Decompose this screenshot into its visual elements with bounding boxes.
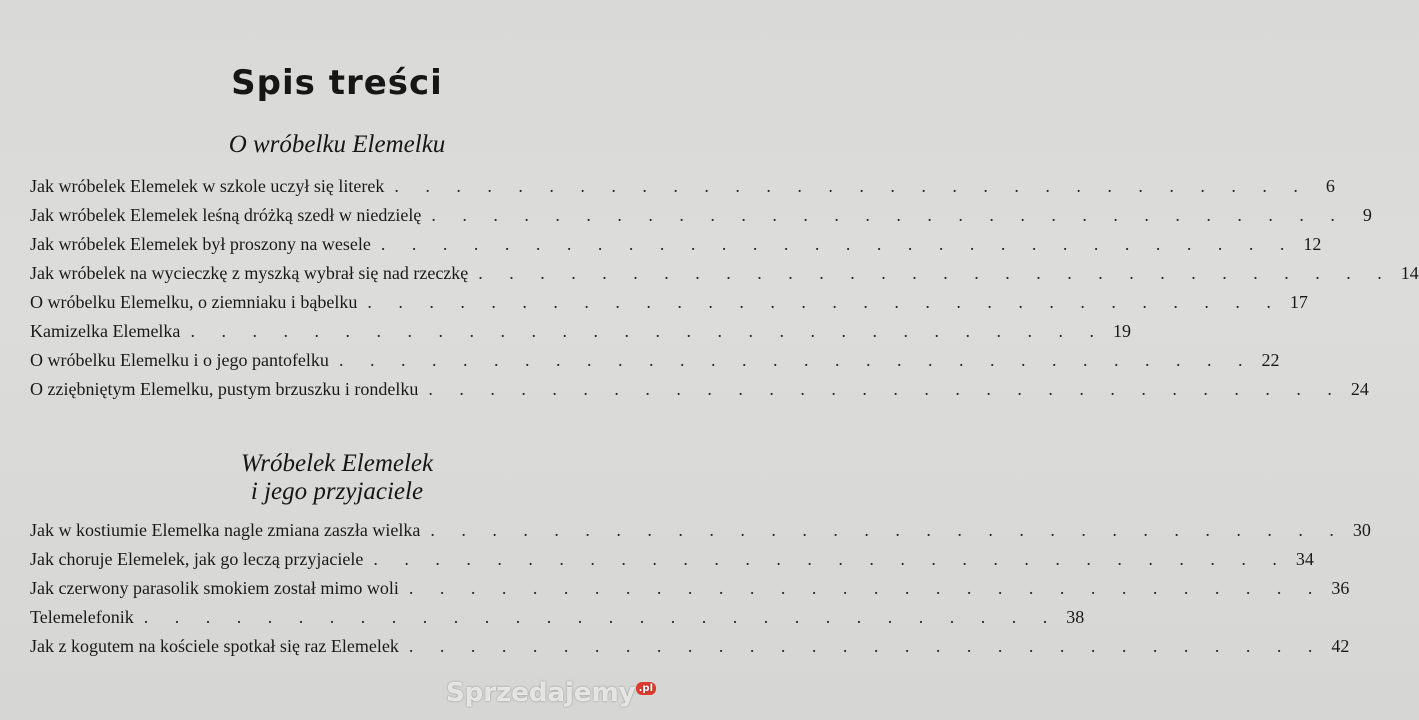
toc-entry[interactable] <box>30 607 1085 636</box>
watermark-name: Sprzedajemy <box>445 678 636 708</box>
toc-entry-title: O wróbelku Elemelku i o jego pantofelku <box>30 350 329 370</box>
toc-entry[interactable] <box>30 176 1335 205</box>
toc-list-section-2 <box>30 520 1371 665</box>
toc-entry[interactable] <box>30 520 1371 549</box>
toc-entry-page: 34 <box>1295 549 1314 569</box>
section-title-2 <box>0 450 674 506</box>
toc-entry-page: 9 <box>1362 205 1372 225</box>
toc-entry[interactable] <box>30 321 1131 350</box>
toc-entry-page: 24 <box>1350 379 1369 399</box>
dot-leader: . . . . . . . . . . . . . . . . . . . . . . . . . . . . . . <box>143 607 1059 627</box>
dot-leader: . . . . . . . . . . . . . . . . . . . . . . . . . . . . . . <box>428 379 1343 399</box>
toc-entry-page: 22 <box>1261 350 1280 370</box>
toc-entry-title: Jak wróbelek Elemelek leśną dróżką szedł w niedzielę <box>30 205 422 225</box>
toc-entry-title: O wróbelku Elemelku, o ziemniaku i bąbelku <box>30 292 358 312</box>
toc-entry[interactable] <box>30 578 1350 607</box>
dot-leader: . . . . . . . . . . . . . . . . . . . . . . . . . . . . . . <box>430 520 1345 540</box>
dot-leader: . . . . . . . . . . . . . . . . . . . . . . . . . . . . . . <box>408 636 1324 656</box>
toc-entry-page: 19 <box>1112 321 1131 341</box>
dot-leader: . . . . . . . . . . . . . . . . . . . . . . . . . . . . . . <box>394 176 1309 196</box>
toc-entry-page: 6 <box>1325 176 1335 196</box>
toc-entry-title: Jak z kogutem na kościele spotkał się raz Elemelek <box>30 636 399 656</box>
toc-entry[interactable] <box>30 292 1308 321</box>
section-title-line: Wróbelek Elemelek <box>240 450 434 477</box>
toc-entry-page: 12 <box>1303 234 1322 254</box>
toc-entry[interactable] <box>30 549 1314 578</box>
dot-leader: . . . . . . . . . . . . . . . . . . . . . . . . . . . . . . <box>373 549 1288 569</box>
dot-leader: . . . . . . . . . . . . . . . . . . . . . . . . . . . . . . <box>338 350 1254 370</box>
toc-entry[interactable] <box>30 350 1280 379</box>
toc-entry-page: 17 <box>1289 292 1308 312</box>
dot-leader: . . . . . . . . . . . . . . . . . . . . . . . . . . . . . . <box>190 321 1105 341</box>
dot-leader: . . . . . . . . . . . . . . . . . . . . . . . . . . . . . . <box>408 578 1324 598</box>
toc-entry[interactable] <box>30 636 1350 665</box>
dot-leader: . . . . . . . . . . . . . . . . . . . . . . . . . . . . . . <box>380 234 1296 254</box>
toc-entry-page: 36 <box>1331 578 1350 598</box>
toc-entry-page: 42 <box>1331 636 1350 656</box>
toc-entry-page: 14 <box>1400 263 1419 283</box>
toc-entry-page: 30 <box>1352 520 1371 540</box>
toc-entry[interactable] <box>30 205 1372 234</box>
toc-entry-title: Kamizelka Elemelka <box>30 321 181 341</box>
section-title-line: O wróbelku Elemelku <box>228 131 446 158</box>
watermark-suffix: .pl <box>636 682 656 695</box>
toc-entry-title: O zziębniętym Elemelku, pustym brzuszku i rondelku <box>30 379 419 399</box>
toc-entry[interactable] <box>30 234 1322 263</box>
section-title-1 <box>0 131 674 159</box>
watermark-logo <box>446 678 656 708</box>
toc-entry-title: Jak wróbelek na wycieczkę z myszką wybrał się nad rzeczkę <box>30 263 469 283</box>
toc-entry[interactable] <box>30 379 1369 408</box>
toc-list-section-1 <box>30 176 1419 408</box>
toc-entry[interactable] <box>30 263 1419 292</box>
dot-leader: . . . . . . . . . . . . . . . . . . . . . . . . . . . . . . <box>431 205 1346 225</box>
section-title-line: i jego przyjaciele <box>250 478 424 505</box>
toc-entry-title: Jak wróbelek Elemelek był proszony na wesele <box>30 234 371 254</box>
toc-entry-page: 38 <box>1066 607 1085 627</box>
toc-entry-title: Jak choruje Elemelek, jak go leczą przyjaciele <box>30 549 364 569</box>
toc-entry-title: Jak w kostiumie Elemelka nagle zmiana zaszła wielka <box>30 520 421 540</box>
toc-entry-title: Jak wróbelek Elemelek w szkole uczył się literek <box>30 176 385 196</box>
toc-entry-title: Telemelefonik <box>30 607 134 627</box>
dot-leader: . . . . . . . . . . . . . . . . . . . . . . . . . . . . . . <box>478 263 1393 283</box>
page-title: Spis treści <box>231 62 443 103</box>
dot-leader: . . . . . . . . . . . . . . . . . . . . . . . . . . . . . . <box>367 292 1282 312</box>
toc-entry-title: Jak czerwony parasolik smokiem został mimo woli <box>30 578 399 598</box>
